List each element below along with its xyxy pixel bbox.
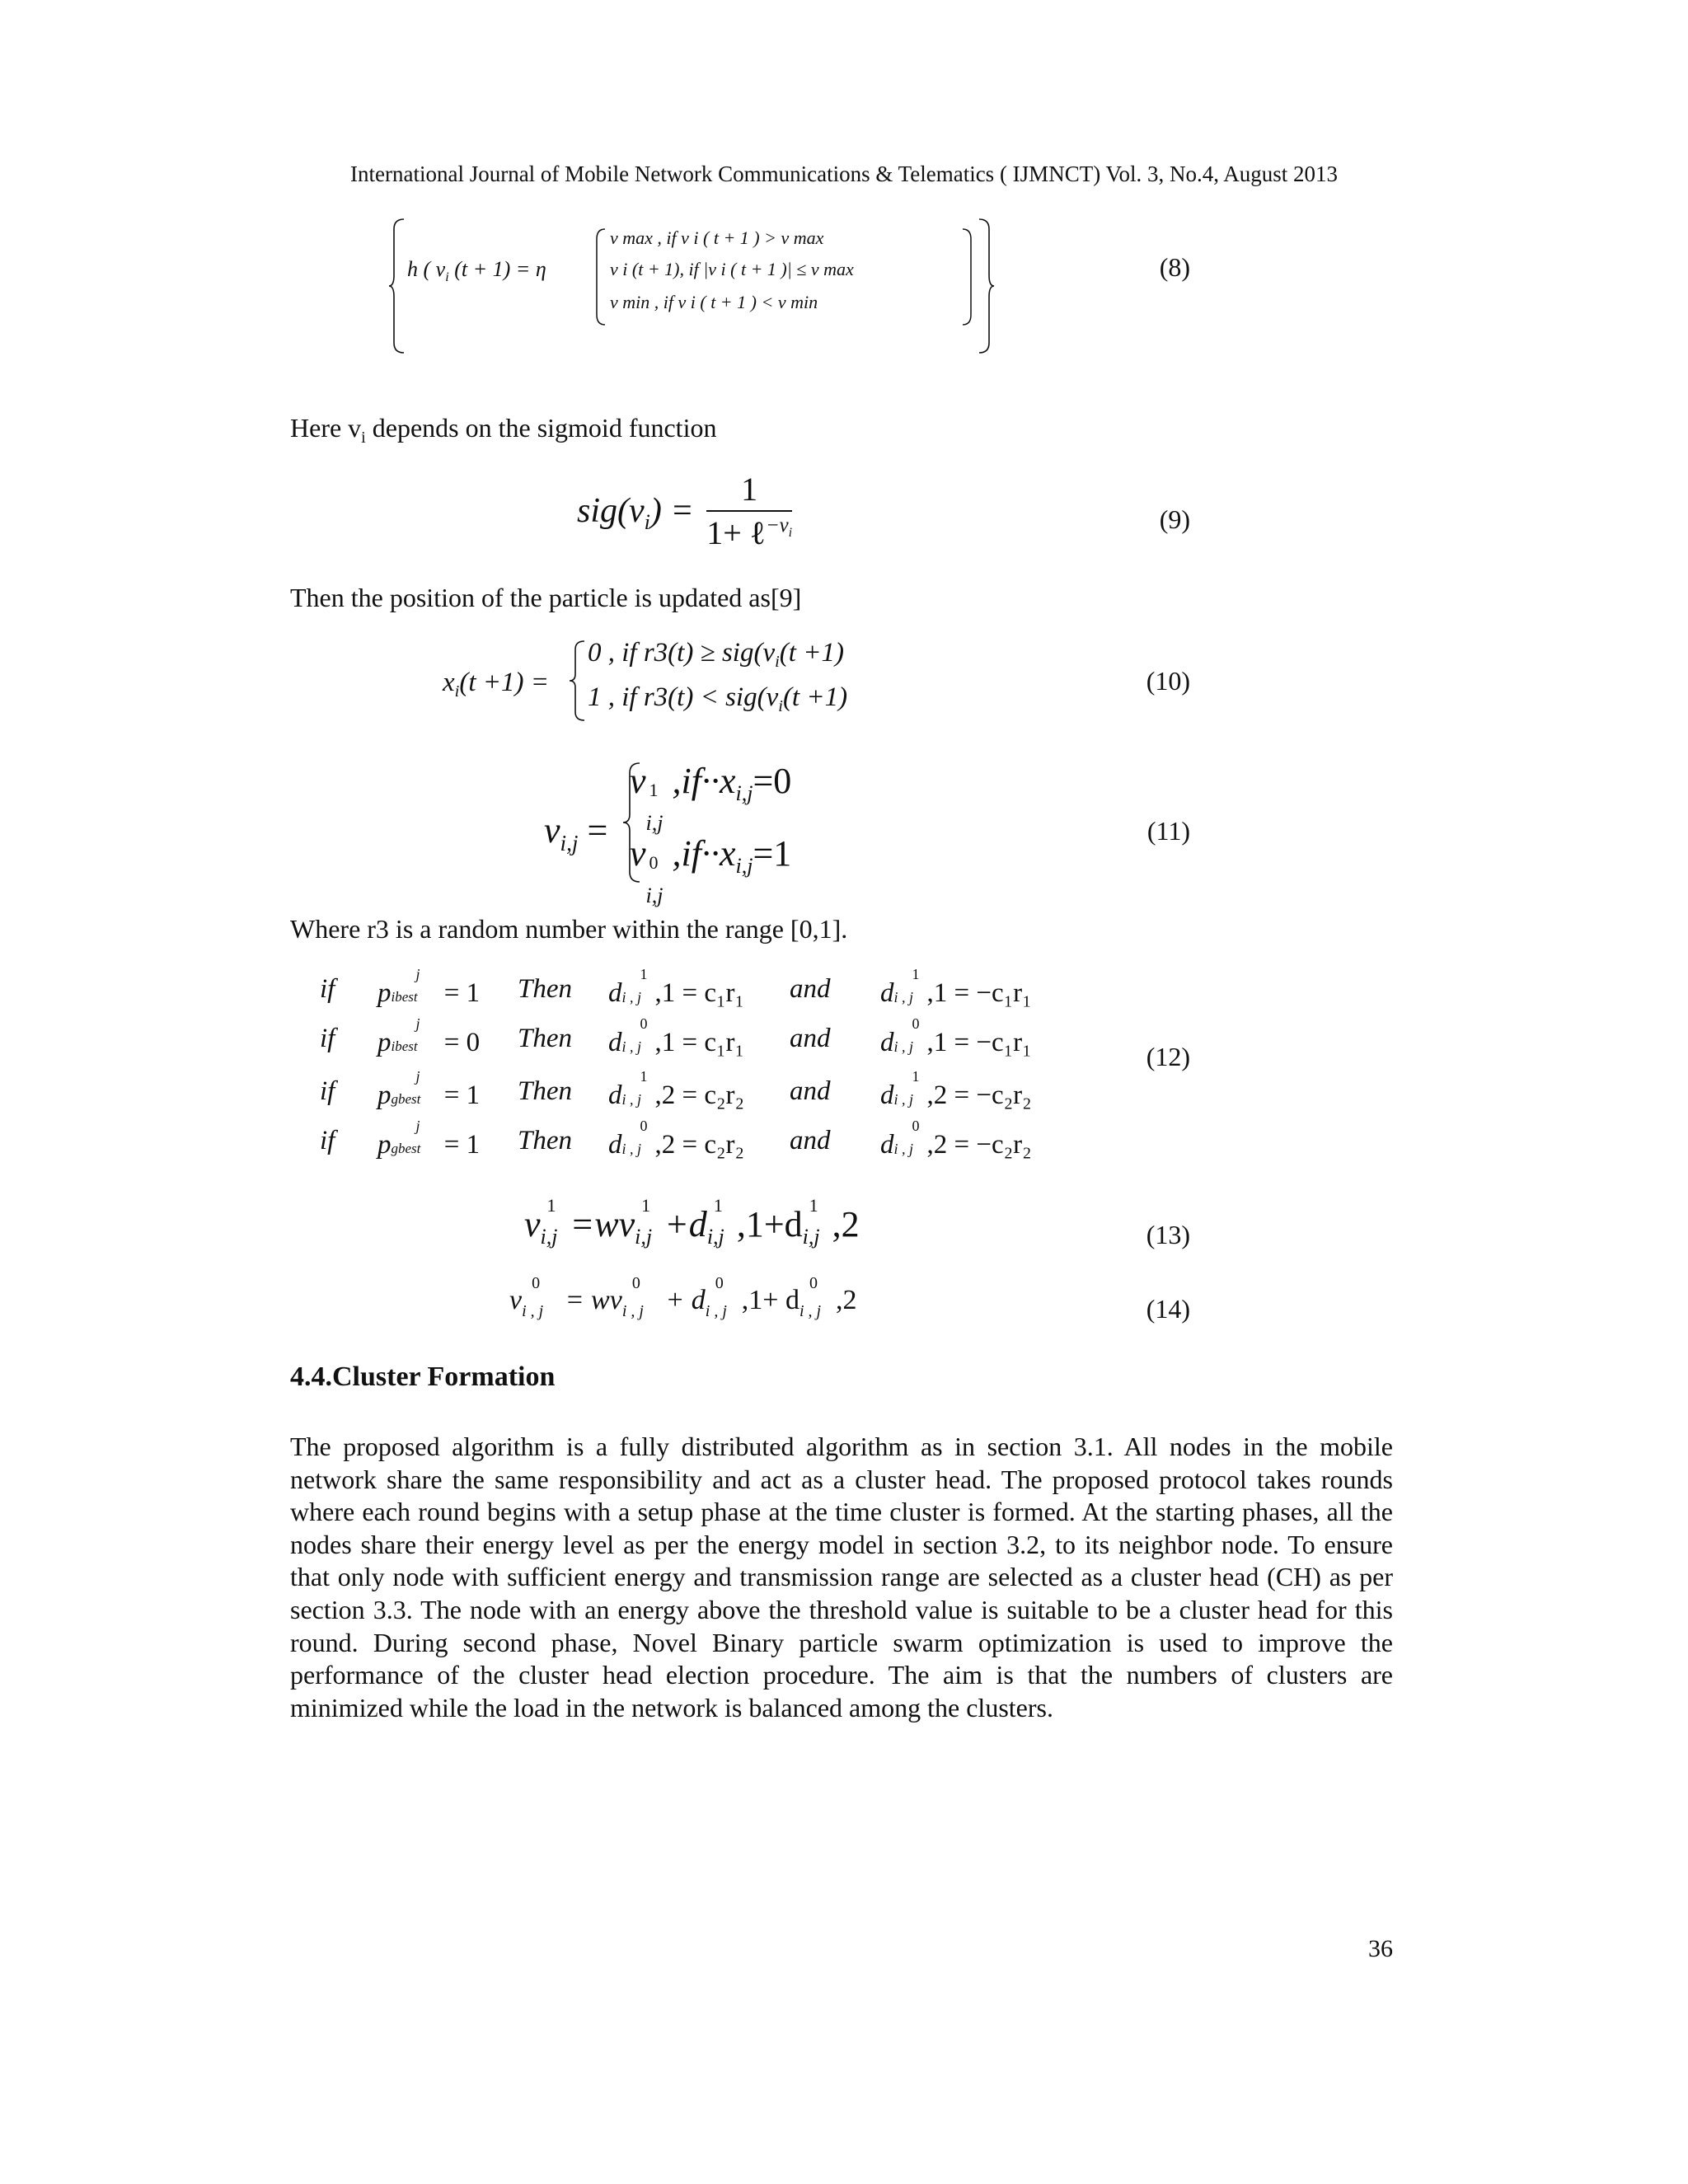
eq12-row-1-if: if — [320, 974, 335, 1004]
equation-14: v 0 i , j = wv 0 i , j + d 0 i , j ,1+ d 0 i , j ,2 — [509, 1274, 857, 1320]
eq10-brace — [568, 640, 586, 722]
eq12-row-1-then: Then — [518, 974, 572, 1004]
body-paragraph: The proposed algorithm is a fully distributed algorithm as in section 3.1. All nodes in the mobile network share the same responsibility and act as a cluster head. The proposed protocol takes rounds where each round begins with a setup phase at the time cluster is formed. At the starting phases, all the nodes share their energy level as per the energy model in section 3.2, to its neighbor node. To ensure that only node with sufficient energy and transmission range are selected as a cluster head (CH) as per section 3.3. The node with an energy above the threshold value is suitable to be a cluster head for this round. During second phase, Novel Binary particle swarm optimization is used to improve the performance of the cluster head election procedure. The aim is that the numbers of clusters are minimized while the load in the network is balanced among the clusters. — [290, 1432, 1393, 1722]
equation-9: $sig(v_i)$ = $\frac{1}{1+ \ell^{-v_i}}$ — [577, 471, 792, 551]
eq12-row-2-then: Then — [518, 1024, 572, 1053]
page-number: 36 — [1368, 1935, 1393, 1962]
eq12-row-4-if: if — [320, 1126, 335, 1155]
eq9-denominator: 1+ ℓ$^{-v_i}$ — [706, 514, 792, 551]
eq8-outer-brace-right — [976, 218, 996, 354]
running-header: International Journal of Mobile Network Communications & Telematics ( IJMNCT) Vol. 3, No.4, August 2013 — [350, 162, 1338, 186]
eq12-row-3-if: if — [320, 1076, 335, 1106]
eq11-number: (11) — [1146, 816, 1190, 846]
eq12-row-3-d-negative: d 1 i , j ,2 = −c₂r₂ — [880, 1068, 1032, 1110]
eq12-row-1-and: and — [790, 974, 831, 1004]
eq12-row-2-d-positive: d 0 i , j ,1 = c₁r₁ — [608, 1015, 745, 1057]
text-position-update: Then the position of the particle is updated as[9] — [290, 583, 802, 612]
eq12-row-1-d-positive: d 1 i , j ,1 = c₁r₁ — [608, 966, 745, 1008]
eq12-row-2-condition: p j ibest = 0 — [377, 1015, 481, 1057]
eq12-row-2-and: and — [790, 1024, 831, 1053]
eq12-row-3-and: and — [790, 1076, 831, 1106]
eq10-number: (10) — [1146, 666, 1190, 696]
equation-13: v 1 i,j =wv 1 i,j +d 1 i,j ,1+d 1 i,j ,2 — [524, 1195, 860, 1249]
eq12-row-2-if: if — [320, 1024, 335, 1053]
eq12-row-1-d-negative: d 1 i , j ,1 = −c₁r₁ — [880, 966, 1032, 1008]
section-heading: 4.4.Cluster Formation — [290, 1361, 556, 1392]
eq12-row-3-d-positive: d 1 i , j ,2 = c₂r₂ — [608, 1068, 745, 1110]
eq9-numerator: 1 — [706, 470, 792, 512]
eq12-row-4-d-positive: d 0 i , j ,2 = c₂r₂ — [608, 1118, 745, 1160]
eq8-case-2: v i (t + 1), if |v i ( t + 1 )| ≤ v max — [610, 259, 854, 279]
eq9-number: (9) — [1159, 504, 1190, 534]
eq14-number: (14) — [1146, 1294, 1190, 1324]
eq12-row-4-then: Then — [518, 1126, 572, 1155]
eq8-outer-brace — [387, 218, 407, 354]
eq12-row-4-condition: p j gbest = 1 — [377, 1118, 481, 1160]
eq8-lhs: h ( $v_i$ (t + 1) = η — [407, 257, 546, 284]
eq8-case-3: v min , if v i ( t + 1 ) < v min — [610, 292, 818, 312]
eq8-paren-right — [961, 227, 973, 326]
eq12-row-3-then: Then — [518, 1076, 572, 1106]
eq12-row-1-condition: p j ibest = 1 — [377, 966, 481, 1008]
equation-8 — [387, 216, 997, 356]
eq12-row-4-d-negative: d 0 i , j ,2 = −c₂r₂ — [880, 1118, 1032, 1160]
eq12-number: (12) — [1146, 1042, 1190, 1071]
eq8-case-1: v max , if v i ( t + 1 ) > v max — [610, 227, 824, 248]
text-sigmoid-intro: Here $v_i$ depends on the sigmoid function — [290, 413, 717, 447]
eq8-number: (8) — [1159, 252, 1190, 282]
eq13-number: (13) — [1146, 1220, 1190, 1249]
eq12-row-3-condition: p j gbest = 1 — [377, 1068, 481, 1110]
eq12-row-4-and: and — [790, 1126, 831, 1155]
eq8-paren-left — [595, 227, 607, 326]
eq12-row-2-d-negative: d 0 i , j ,1 = −c₁r₁ — [880, 1015, 1032, 1057]
text-r3-range: Where r3 is a random number within the range [0,1]. — [290, 914, 848, 944]
equation-12 — [320, 966, 1144, 1172]
